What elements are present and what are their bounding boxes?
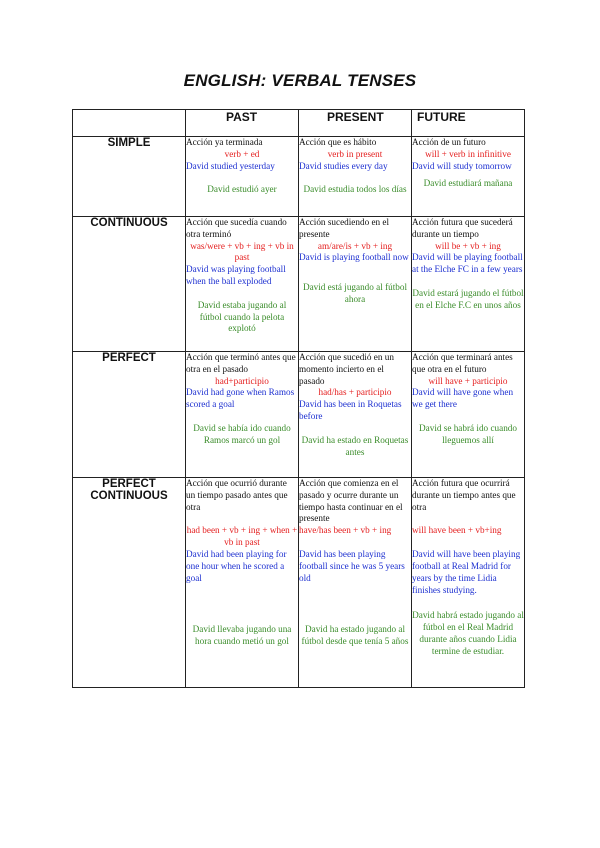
spacer bbox=[299, 537, 411, 549]
spacer bbox=[186, 513, 298, 525]
column-header-label: PRESENT bbox=[327, 110, 384, 124]
cell-description: Acción sucediendo en el presente bbox=[299, 217, 390, 239]
cell-example: David has been playing football since he was 5 years old bbox=[299, 548, 405, 583]
cell-rule: was/were + vb + ing + vb in past bbox=[190, 240, 294, 263]
row-label-continuous: CONTINUOUS bbox=[73, 217, 186, 352]
cell-translation: David llevaba jugando una hora cuando metió un gol bbox=[192, 624, 292, 647]
column-header-present bbox=[299, 110, 412, 137]
cell-translation: David estudió ayer bbox=[207, 184, 277, 195]
cell-description: Acción que es hábito bbox=[299, 137, 377, 147]
cell-example: David will have gone when we get there bbox=[412, 387, 514, 410]
cell-rule: will have been + vb+ing bbox=[412, 525, 502, 536]
corner-cell bbox=[73, 110, 186, 137]
cell-description: Acción que terminó antes que otra en el pasado bbox=[186, 352, 296, 374]
cell-rule: had+participio bbox=[215, 375, 269, 386]
cell-description: Acción que ocurrió durante un tiempo pasado antes que otra bbox=[186, 478, 288, 512]
cell-example: David will study tomorrow bbox=[412, 160, 512, 171]
cell-translation: David está jugando al fútbol ahora bbox=[302, 282, 408, 304]
row-label-perfect-continuous: PERFECT CONTINUOUS bbox=[73, 478, 186, 688]
cell-perfect-past bbox=[186, 352, 299, 478]
cell-example: David studies every day bbox=[299, 160, 388, 171]
cell-simple-past bbox=[186, 137, 299, 217]
table-row bbox=[73, 137, 525, 217]
cell-continuous-present bbox=[299, 217, 412, 352]
cell-rule: will have + participio bbox=[428, 375, 508, 386]
cell-perfect-continuous-future bbox=[412, 478, 525, 688]
cell-continuous-future bbox=[412, 217, 525, 352]
cell-rule: had been + vb + ing + when + vb in past bbox=[186, 525, 298, 548]
cell-example: David was playing football when the ball exploded bbox=[186, 264, 286, 286]
table-row bbox=[73, 217, 525, 352]
cell-example: David has been in Roquetas before bbox=[299, 399, 402, 421]
column-header-label: PAST bbox=[226, 110, 258, 124]
column-header-past bbox=[186, 110, 299, 137]
cell-translation: David se habrá ido cuando lleguemos allí bbox=[419, 422, 517, 445]
cell-simple-future bbox=[412, 137, 525, 217]
cell-translation: David estará jugando el fútbol en el Elche F.C en unos años bbox=[412, 287, 524, 310]
cell-translation: David estudiará mañana bbox=[423, 178, 513, 189]
cell-description: Acción ya terminada bbox=[186, 137, 263, 147]
cell-example: David had gone when Ramos scored a goal bbox=[186, 387, 295, 410]
cell-description: Acción futura que sucederá durante un tiempo bbox=[412, 217, 513, 239]
cell-description: Acción futura que ocurrirá durante un tiempo antes que otra bbox=[412, 478, 516, 512]
verb-tenses-table bbox=[72, 109, 525, 688]
cell-rule: have/has been + vb + ing bbox=[299, 525, 392, 536]
cell-rule: am/are/is + vb + ing bbox=[317, 240, 393, 251]
cell-translation: David ha estado en Roquetas antes bbox=[301, 434, 409, 457]
cell-rule: will + verb in infinitive bbox=[425, 148, 511, 159]
cell-translation: David estudia todos los días bbox=[303, 184, 407, 195]
table-row bbox=[73, 352, 525, 478]
cell-example: David will have been playing football at Real Madrid for years by the time Lidia finishes studying. bbox=[412, 549, 521, 595]
cell-rule: verb in present bbox=[327, 148, 383, 159]
cell-translation: David estaba jugando al fútbol cuando la pelota explotó bbox=[197, 299, 287, 334]
column-header-label: FUTURE bbox=[417, 110, 466, 124]
page-title: ENGLISH: VERBAL TENSES bbox=[183, 71, 417, 90]
cell-description: Acción que terminará antes que otra en el futuro bbox=[412, 352, 513, 374]
spacer bbox=[412, 537, 524, 549]
cell-translation: David se había ido cuando Ramos marcó un gol bbox=[193, 422, 291, 445]
column-header-future bbox=[412, 110, 525, 137]
cell-description: Acción que comienza en el pasado y ocurre durante un tiempo hasta continuar en el presente bbox=[299, 478, 403, 524]
cell-description: Acción de un futuro bbox=[412, 137, 486, 147]
cell-translation: David ha estado jugando al fútbol desde que tenía 5 años bbox=[301, 624, 409, 647]
spacer bbox=[412, 513, 524, 525]
row-label-perfect: PERFECT bbox=[73, 352, 186, 478]
cell-continuous-past bbox=[186, 217, 299, 352]
cell-rule: had/has + participio bbox=[318, 387, 392, 398]
row-label-simple: SIMPLE bbox=[73, 137, 186, 217]
cell-perfect-continuous-past bbox=[186, 478, 299, 688]
cell-example: David studied yesterday bbox=[186, 160, 275, 171]
table-row bbox=[73, 478, 525, 688]
cell-example: David will be playing football at the Elche FC in a few years bbox=[412, 252, 523, 275]
cell-rule: will be + vb + ing bbox=[435, 240, 501, 251]
header-row bbox=[73, 110, 525, 137]
cell-example: David had been playing for one hour when he scored a goal bbox=[186, 548, 287, 583]
cell-perfect-continuous-present bbox=[299, 478, 412, 688]
cell-perfect-future bbox=[412, 352, 525, 478]
cell-description: Acción que sucedió en un momento incierto en el pasado bbox=[299, 352, 394, 386]
cell-description: Acción que sucedía cuando otra terminó bbox=[186, 217, 287, 239]
cell-simple-present bbox=[299, 137, 412, 217]
cell-translation: David habrá estado jugando al fútbol en el Real Madrid durante años cuando Lidia termine de estudiar. bbox=[412, 610, 524, 656]
cell-rule: verb + ed bbox=[224, 148, 260, 159]
cell-example: David is playing football now bbox=[299, 252, 409, 263]
cell-perfect-present bbox=[299, 352, 412, 478]
